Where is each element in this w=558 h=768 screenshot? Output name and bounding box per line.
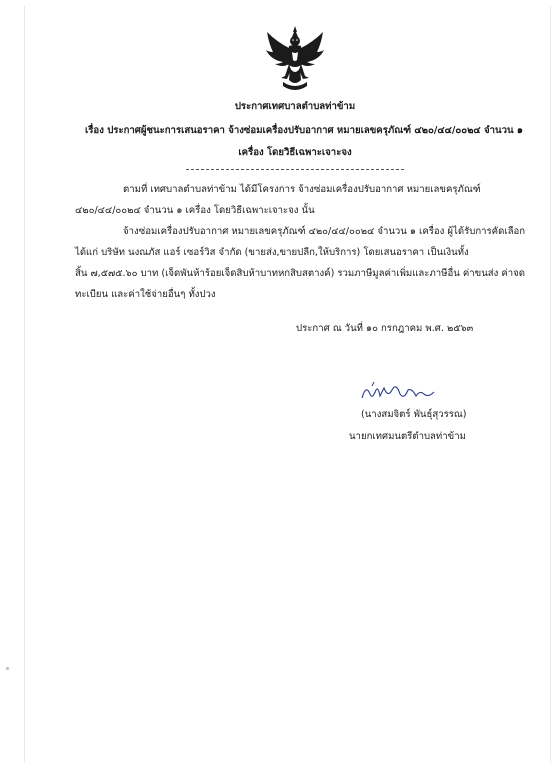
- divider: [186, 169, 404, 170]
- handwritten-signature: [358, 378, 438, 404]
- paragraph-2-line-3: สิ้น ๗,๕๗๕.๖๐ บาท (เจ็ดพันห้าร้อยเจ็ดสิบห้าบาทหกสิบสตางค์) รวมภาษีมูลค่าเพิ่มและภาษีอื่น ค่าขนส่ง ค่าจด: [75, 268, 526, 279]
- signatory-position: นายกเทศมนตรีตำบลท่าข้าม: [349, 431, 466, 442]
- paragraph-2-line-1: จ้างซ่อมเครื่องปรับอากาศ หมายเลขครุภัณฑ์ ๔๒๐/๔๔/๐๐๒๔ จำนวน ๑ เครื่อง ผู้ได้รับการคัดเลือก: [123, 226, 526, 237]
- signatory-name: (นางสมจิตร์ พันธุ์สุวรรณ): [361, 409, 467, 420]
- paragraph-1-line-2: ๔๒๐/๔๔/๐๐๒๔ จำนวน ๑ เครื่อง โดยวิธีเฉพาะเจาะจง นั้น: [75, 205, 315, 216]
- paragraph-2-line-4: ทะเบียน และค่าใช้จ่ายอื่นๆ ทั้งปวง: [75, 289, 216, 300]
- garuda-emblem-icon: [263, 24, 327, 94]
- paragraph-1-line-1: ตามที่ เทศบาลตำบลท่าข้าม ได้มีโครงการ จ้างซ่อมเครื่องปรับอากาศ หมายเลขครุภัณฑ์: [123, 184, 481, 195]
- paragraph-2-line-2: ได้แก่ บริษัท นงณภัส แอร์ เซอร์วิส จำกัด (ขายส่ง,ขายปลีก,ให้บริการ) โดยเสนอราคา เป็นเงินทั้ง: [75, 247, 469, 258]
- document-title: ประกาศเทศบาลตำบลท่าข้าม: [234, 101, 356, 112]
- subject-line-2: เครื่อง โดยวิธีเฉพาะเจาะจง: [238, 147, 352, 158]
- subject-line-1: เรื่อง ประกาศผู้ชนะการเสนอราคา จ้างซ่อมเครื่องปรับอากาศ หมายเลขครุภัณฑ์ ๔๒๐/๔๔/๐๐๒๔ จำนวน ๑: [85, 125, 523, 136]
- document-page: [24, 6, 551, 763]
- announcement-date: ประกาศ ณ วันที่ ๑๐ กรกฎาคม พ.ศ. ๒๕๖๓: [296, 323, 474, 334]
- scan-speck: [6, 667, 9, 670]
